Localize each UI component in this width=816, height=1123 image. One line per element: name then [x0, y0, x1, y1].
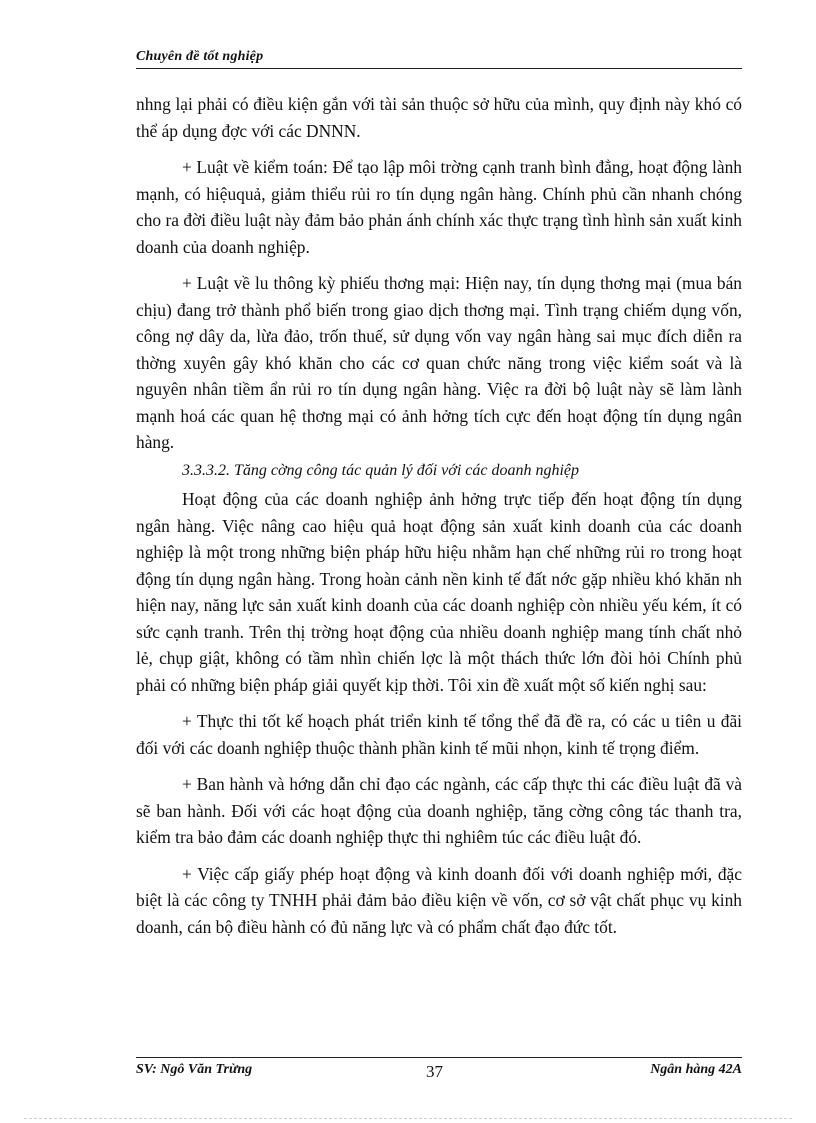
- page-footer: [136, 1057, 742, 1080]
- paragraph-audit-law: + Luật về kiểm toán: Để tạo lập môi trờng cạnh tranh bình đẳng, hoạt động lành mạnh, có hiệuquả, giảm thiểu rủi ro tín dụng ngân hàng. Chính phủ cần nhanh chóng cho ra đời điều luật này đảm bảo phản ánh chính xác thực trạng tình hình sản xuất kinh doanh của doanh nghiệp.: [136, 157, 742, 257]
- document-body: [136, 91, 742, 950]
- paragraph-recommendation-1: + Thực thi tốt kế hoạch phát triển kinh tế tổng thể đã đề ra, có các u tiên u đãi đối với các doanh nghiệp thuộc thành phần kinh tế mũi nhọn, kinh tế trọng điểm.: [136, 711, 742, 758]
- footer-author: SV: Ngô Văn Trừng: [136, 1062, 253, 1077]
- paragraph-recommendation-3: + Việc cấp giấy phép hoạt động và kinh doanh đối với doanh nghiệp mới, đặc biệt là các công ty TNHH phải đảm bảo điều kiện về vốn, cơ sở vật chất phục vụ kinh doanh, cán bộ điều hành có đủ năng lực và có phẩm chất đạo đức tốt.: [136, 863, 742, 937]
- paragraph-recommendation-2: + Ban hành và hớng dẫn chỉ đạo các ngành, các cấp thực thi các điều luật đã và sẽ ban hành. Đối với các hoạt động của doanh nghiệp, tăng cờng công tác thanh tra, kiểm tra bảo đảm các doanh nghiệp thực thi nghiêm túc các điều luật đó.: [136, 774, 742, 847]
- footer-class: Ngân hàng 42A: [650, 1062, 742, 1077]
- page-break-line: [24, 1118, 792, 1119]
- paragraph-commercial-paper-law: + Luật về lu thông kỳ phiếu thơng mại: Hiện nay, tín dụng thơng mại (mua bán chịu) đang trở thành phổ biến trong giao dịch thơng mại. Tình trạng chiếm dụng vốn, công nợ dây da, lừa đảo, trốn thuế, sử dụng vốn vay ngân hàng sai mục đích diễn ra thờng xuyên gây khó khăn cho các cơ quan chức năng trong việc kiểm soát và là nguyên nhân tiềm ẩn rủi ro tín dụng ngân hàng. Việc ra đời bộ luật này sẽ làm lành mạnh hoá các quan hệ thơng mại có ảnh hởng tích cực đến hoạt động tín dụng ngân hàng.: [136, 273, 742, 452]
- section-heading: 3.3.3.2. Tăng cờng công tác quản lý đối với các doanh nghiệp: [182, 461, 580, 479]
- page-header: [136, 48, 742, 69]
- page-number: 37: [426, 1062, 443, 1081]
- paragraph-enterprise-management: Hoạt động của các doanh nghiệp ảnh hởng trực tiếp đến hoạt động tín dụng ngân hàng. Việc nâng cao hiệu quả hoạt động sản xuất kinh doanh của các doanh nghiệp là một trong những biện pháp hữu hiệu nhằm hạn chế những rủi ro trong hoạt động tín dụng ngân hàng. Trong hoàn cảnh nền kinh tế đất nớc gặp nhiều khó khăn nh hiện nay, năng lực sản xuất kinh doanh của các doanh nghiệp còn nhiều yếu kém, ít có sức cạnh tranh. Trên thị trờng hoạt động của nhiều doanh nghiệp mang tính chất nhỏ lẻ, chụp giật, không có tầm nhìn chiến lợc là một thách thức lớn đòi hỏi Chính phủ phải có những biện pháp giải quyết kịp thời. Tôi xin đề xuất một số kiến nghị sau:: [136, 489, 742, 695]
- header-title: Chuyên đề tốt nghiệp: [136, 49, 264, 64]
- paragraph-continuation: nhng lại phải có điều kiện gắn với tài sản thuộc sở hữu của mình, quy định này khó có thể áp dụng đợc với các DNNN.: [136, 94, 742, 141]
